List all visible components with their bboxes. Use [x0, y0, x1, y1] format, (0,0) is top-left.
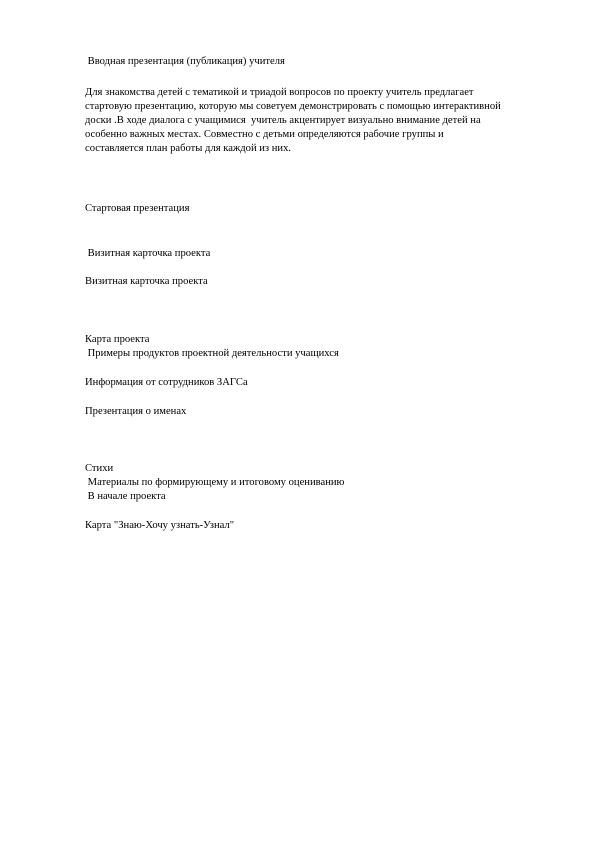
poems-label: Стихи — [85, 463, 114, 474]
paragraph-line: стартовую презентацию, которую мы советуем демонстрировать с помощью интерактивной — [85, 101, 501, 112]
project-map-label: Карта проекта — [85, 334, 150, 345]
product-examples-label: Примеры продуктов проектной деятельности учащихся — [85, 348, 339, 359]
names-presentation-label: Презентация о именах — [85, 406, 187, 417]
project-start-label: В начале проекта — [85, 491, 166, 502]
intro-paragraph — [85, 86, 560, 156]
paragraph-line: Для знакомства детей с тематикой и триадой вопросов по проекту учитель предлагает — [85, 87, 474, 98]
registry-info-label: Информация от сотрудников ЗАГСа — [85, 377, 248, 388]
business-card-label: Визитная карточка проекта — [85, 248, 211, 259]
business-card-label-2: Визитная карточка проекта — [85, 276, 208, 287]
start-presentation-label: Стартовая презентация — [85, 203, 190, 214]
paragraph-line: доски .В ходе диалога с учащимися учитель акцентирует визуально внимание детей на — [85, 115, 481, 126]
paragraph-line: особенно важных местах. Совместно с детьми определяются рабочие группы и — [85, 129, 444, 140]
document-heading: Вводная презентация (публикация) учителя — [85, 56, 285, 67]
kwl-map-label: Карта "Знаю-Хочу узнать-Узнал" — [85, 520, 235, 531]
assessment-materials-label: Материалы по формирующему и итоговому оцениванию — [85, 477, 345, 488]
paragraph-line: составляется план работы для каждой из них. — [85, 143, 292, 154]
